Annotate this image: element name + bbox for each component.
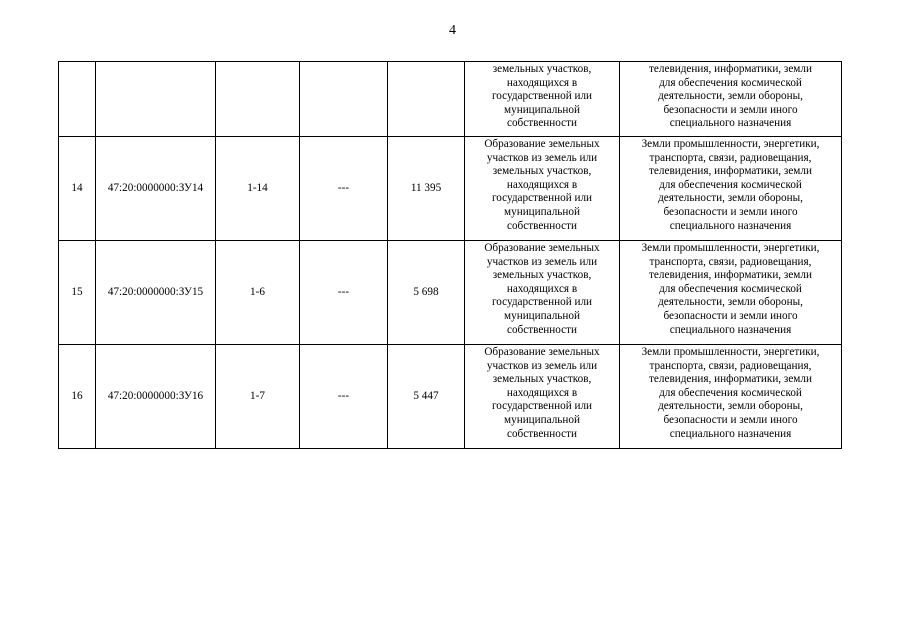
formation-method-cell: [465, 241, 620, 345]
text-line: участков из земель или: [486, 151, 598, 164]
text-line: транспорта, связи, радиовещания,: [649, 151, 812, 164]
page-number: 4: [449, 23, 456, 38]
land-category-cell: [620, 62, 842, 137]
text-line: собственности: [507, 427, 577, 440]
table-row: [59, 345, 842, 449]
points-cell: 1-7: [216, 345, 300, 449]
cadastral-number-cell: [96, 62, 216, 137]
formation-method-cell: [465, 345, 620, 449]
text-line: безопасности и земли иного: [663, 103, 798, 116]
text-line: земельных участков,: [492, 373, 592, 386]
text-line: земельных участков,: [492, 165, 592, 178]
text-line: государственной или: [491, 296, 593, 309]
land-category-cell: [620, 137, 842, 241]
text-line: муниципальной: [504, 413, 580, 426]
text-line: земельных участков,: [492, 269, 592, 282]
row-number-cell: 14: [59, 137, 96, 241]
text-line: находящихся в: [506, 386, 578, 399]
text-line: деятельности, земли обороны,: [658, 296, 803, 309]
text-line: для обеспечения космической: [659, 76, 802, 89]
table-row: [59, 137, 842, 241]
text-line: телевидения, информатики, земли: [649, 269, 812, 282]
extra-cell: ---: [300, 241, 388, 345]
land-plots-table: [58, 61, 842, 449]
text-line: Земли промышленности, энергетики,: [641, 242, 820, 254]
text-line: находящихся в: [506, 282, 578, 295]
cadastral-number-cell: 47:20:0000000:ЗУ14: [96, 137, 216, 241]
text-line: находящихся в: [506, 178, 578, 191]
text-line: государственной или: [491, 192, 593, 205]
text-line: транспорта, связи, радиовещания,: [649, 255, 812, 268]
text-line: специального назначения: [669, 117, 792, 130]
text-line: участков из земель или: [486, 359, 598, 372]
text-line: участков из земель или: [486, 255, 598, 268]
text-line: деятельности, земли обороны,: [658, 90, 803, 103]
points-cell: 1-6: [216, 241, 300, 345]
table-row: [59, 241, 842, 345]
text-line: деятельности, земли обороны,: [658, 192, 803, 205]
text-line: транспорта, связи, радиовещания,: [649, 359, 812, 372]
text-line: собственности: [507, 117, 577, 130]
formation-method-cell: [465, 62, 620, 137]
text-line: специального назначения: [669, 219, 792, 232]
row-number-cell: [59, 62, 96, 137]
cadastral-number-cell: 47:20:0000000:ЗУ16: [96, 345, 216, 449]
formation-method-cell: [465, 137, 620, 241]
row-number-cell: 16: [59, 345, 96, 449]
text-line: для обеспечения космической: [659, 178, 802, 191]
text-line: муниципальной: [504, 103, 580, 116]
text-line: находящихся в: [506, 76, 578, 89]
text-line: для обеспечения космической: [659, 386, 802, 399]
text-line: Земли промышленности, энергетики,: [641, 138, 820, 150]
text-line: государственной или: [491, 90, 593, 103]
text-line: телевидения, информатики, земли: [649, 165, 812, 178]
area-cell: 5 447: [388, 345, 465, 449]
extra-cell: [300, 62, 388, 137]
text-line: Образование земельных: [484, 346, 600, 358]
cadastral-number-cell: 47:20:0000000:ЗУ15: [96, 241, 216, 345]
text-line: специального назначения: [669, 427, 792, 440]
text-line: собственности: [507, 219, 577, 232]
text-line: собственности: [507, 323, 577, 336]
extra-cell: ---: [300, 345, 388, 449]
text-line: Земли промышленности, энергетики,: [641, 346, 820, 358]
text-line: Образование земельных: [484, 138, 600, 150]
row-number-cell: 15: [59, 241, 96, 345]
area-cell: 11 395: [388, 137, 465, 241]
extra-cell: ---: [300, 137, 388, 241]
land-category-cell: [620, 345, 842, 449]
text-line: Образование земельных: [484, 242, 600, 254]
text-line: телевидения, информатики, земли: [649, 63, 812, 75]
text-line: безопасности и земли иного: [663, 413, 798, 426]
text-line: деятельности, земли обороны,: [658, 400, 803, 413]
text-line: муниципальной: [504, 205, 580, 218]
points-cell: [216, 62, 300, 137]
text-line: муниципальной: [504, 309, 580, 322]
text-line: государственной или: [491, 400, 593, 413]
text-line: безопасности и земли иного: [663, 309, 798, 322]
points-cell: 1-14: [216, 137, 300, 241]
area-cell: [388, 62, 465, 137]
text-line: телевидения, информатики, земли: [649, 373, 812, 386]
text-line: земельных участков,: [492, 63, 592, 75]
land-category-cell: [620, 241, 842, 345]
text-line: безопасности и земли иного: [663, 205, 798, 218]
text-line: специального назначения: [669, 323, 792, 336]
area-cell: 5 698: [388, 241, 465, 345]
table-row: [59, 62, 842, 137]
text-line: для обеспечения космической: [659, 282, 802, 295]
